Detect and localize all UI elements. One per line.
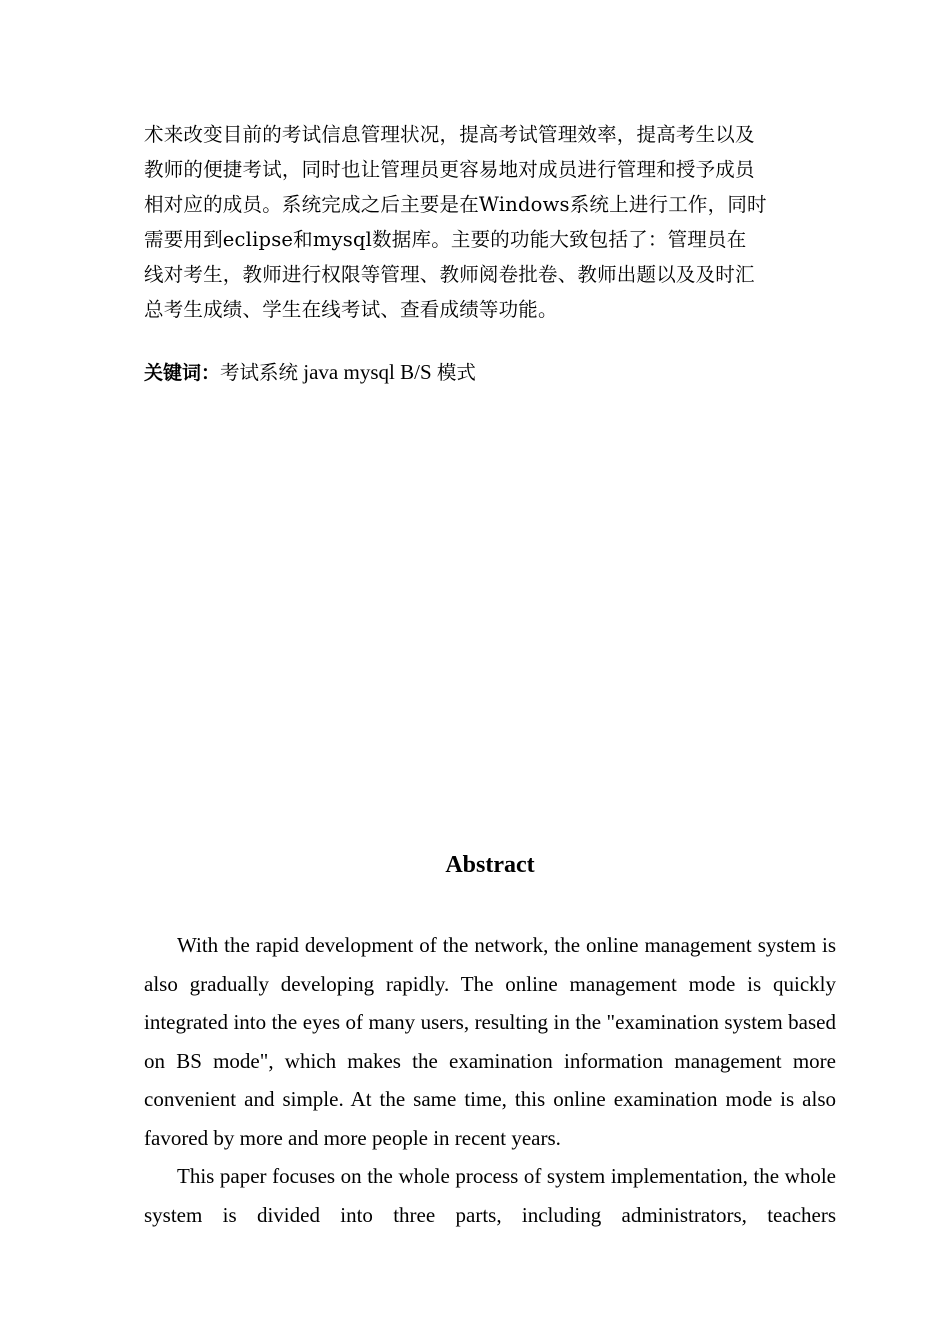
chinese-abstract-line: 教师的便捷考试，同时也让管理员更容易地对成员进行管理和授予成员 [144,158,755,181]
abstract-paragraph-2: This paper focuses on the whole process of system implementation, the whole system is divided into three parts, including administrators, teachers [144,1164,836,1227]
chinese-abstract-line: 线对考生，教师进行权限等管理、教师阅卷批卷、教师出题以及及时汇 [144,263,755,286]
chinese-abstract-line: 相对应的成员。系统完成之后主要是在Windows系统上进行工作，同时 [144,193,767,216]
abstract-paragraph-1: With the rapid development of the network, the online management system is also gradually developing rapidly. The online management mode is quickly integrated into the eyes of many users, resulting in the "examination system based on BS mode", which makes the examination information management more convenient and simple. At the same time, this online examination mode is also favored by more and more people in recent years. [144,933,836,1150]
keywords-en-terms: java mysql B/S [298,360,437,384]
keywords-zh-tail: 模式 [436,361,476,384]
chinese-abstract-paragraph [144,117,836,327]
keywords-zh-terms: 考试系统 [220,361,299,384]
abstract-heading: Abstract [445,852,535,878]
chinese-abstract-line: 需要用到eclipse和mysql数据库。主要的功能大致包括了：管理员在 [144,228,747,251]
chinese-abstract-line: 术来改变目前的考试信息管理状况，提高考试管理效率，提高考生以及 [144,123,755,146]
keywords-line [144,357,836,388]
chinese-abstract-line: 总考生成绩、学生在线考试、查看成绩等功能。 [144,298,558,321]
keywords-label: 关键词： [144,362,221,384]
